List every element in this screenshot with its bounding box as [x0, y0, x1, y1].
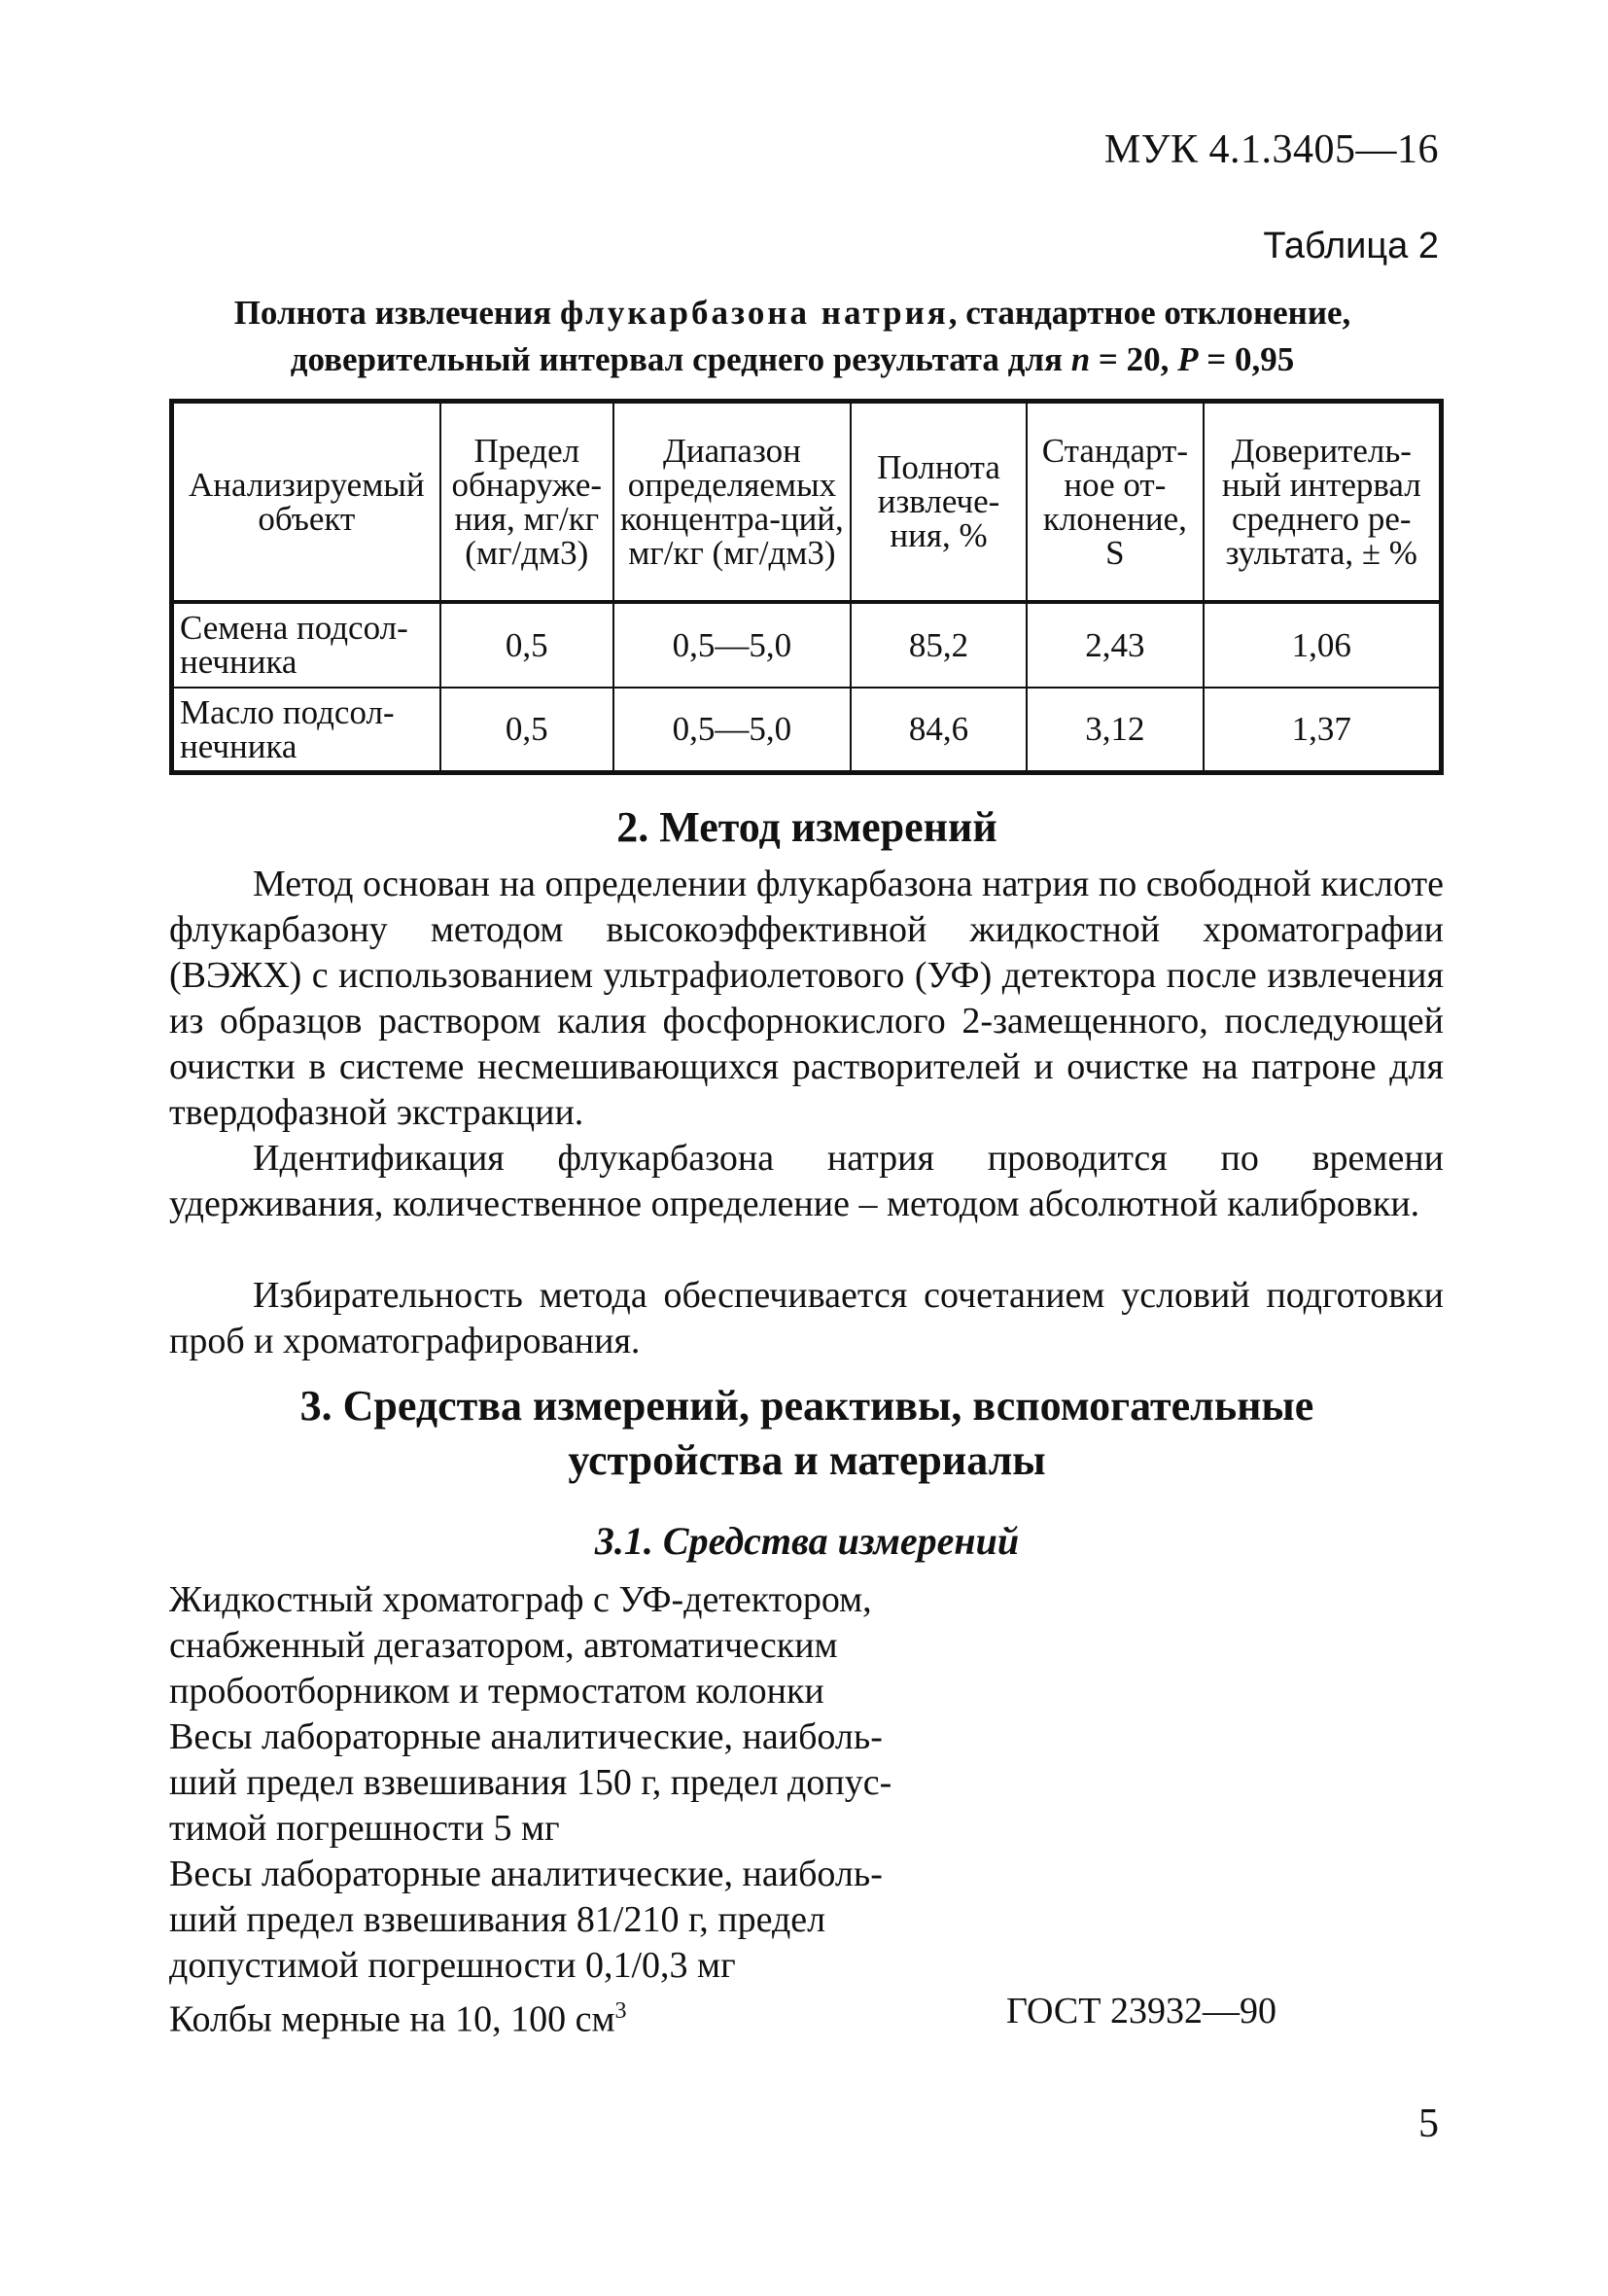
document-code: МУК 4.1.3405—16	[1103, 127, 1439, 172]
section-2-paragraph-3: Избирательность метода обеспечивается сочетанием условий подготовки проб и хроматографирования.	[169, 1275, 1444, 1361]
page-number: 5	[1418, 2102, 1439, 2146]
equipment-item-balance-2	[169, 1852, 986, 1989]
section-3-heading-line-1: 3. Средства измерений, реактивы, вспомогательные	[299, 1382, 1314, 1430]
equipment-item-balance-1	[169, 1714, 986, 1852]
item-line: снабженный дегазатором, автоматическим	[169, 1625, 838, 1666]
item-line: Весы лабораторные аналитические, наиболь-	[169, 1854, 883, 1894]
header-recovery: Полнота извлече-ния, %	[851, 402, 1027, 602]
table-header-row	[172, 402, 1442, 602]
cell-object: Семена подсол-нечника	[172, 602, 440, 688]
cell-range: 0,5—5,0	[613, 602, 851, 688]
section-2-paragraph-1: Метод основан на определении флукарбазона натрия по свободной кислоте флукарбазону методом высокоэффективной жидкостной хроматографии (ВЭЖХ) с использованием ультрафиолетового (УФ) детектора после извлечения из образцов раствором калия фосфорнокислого 2-замещенного, последующей очистки в системе несмешивающихся растворителей и очистке на патроне для твердофазной экстракции.	[169, 864, 1444, 1133]
section-2-heading: 2. Метод измерений	[616, 803, 997, 851]
table-row	[172, 602, 1442, 688]
cell-range: 0,5—5,0	[613, 688, 851, 773]
superscript: 3	[614, 1998, 627, 2024]
cell-confidence-interval: 1,06	[1204, 602, 1442, 688]
equipment-item-flasks-standard: ГОСТ 23932—90	[1006, 1991, 1276, 2031]
section-2-paragraph-2: Идентификация флукарбазона натрия проводится по времени удерживания, количественное определение – методом абсолютной калибровки.	[169, 1138, 1444, 1224]
item-line: Жидкостный хроматограф с УФ-детектором,	[169, 1579, 872, 1620]
item-line: ший предел взвешивания 150 г, предел допус-	[169, 1762, 892, 1803]
item-line: ший предел взвешивания 81/210 г, предел	[169, 1899, 826, 1940]
header-object: Анализируемый объект	[172, 402, 440, 602]
equipment-item-chromatograph	[169, 1577, 986, 1714]
section-3-1-subheading: 3.1. Средства измерений	[594, 1519, 1020, 1563]
header-detection-limit: Предел обнаруже-ния, мг/кг (мг/дм3)	[440, 402, 613, 602]
cell-detection-limit: 0,5	[440, 602, 613, 688]
item-line: Весы лабораторные аналитические, наиболь-	[169, 1716, 883, 1757]
section-3-heading-line-2: устройства и материалы	[568, 1436, 1046, 1484]
item-line: тимой погрешности 5 мг	[169, 1808, 560, 1849]
cell-detection-limit: 0,5	[440, 688, 613, 773]
results-table	[169, 399, 1444, 775]
table-caption-line-2: доверительный интервал среднего результата для n = 20, P = 0,95	[290, 340, 1295, 378]
table-label: Таблица 2	[1263, 226, 1439, 266]
equipment-item-flasks	[169, 1989, 986, 2043]
table-caption	[156, 290, 1429, 383]
header-std-deviation: Стандарт-ное от-клонение, S	[1027, 402, 1203, 602]
header-confidence-interval: Доверитель-ный интервал среднего ре-зультата, ± %	[1204, 402, 1442, 602]
item-line: допустимой погрешности 0,1/0,3 мг	[169, 1945, 736, 1986]
cell-recovery: 84,6	[851, 688, 1027, 773]
cell-recovery: 85,2	[851, 602, 1027, 688]
cell-confidence-interval: 1,37	[1204, 688, 1442, 773]
cell-std-deviation: 2,43	[1027, 602, 1203, 688]
item-text: Колбы мерные на 10, 100 см	[169, 1998, 615, 2040]
table-caption-line-1: Полнота извлечения флукарбазона натрия, стандартное отклонение,	[233, 294, 1351, 332]
cell-object: Масло подсол-нечника	[172, 688, 440, 773]
header-range: Диапазон определяемых концентра-ций, мг/кг (мг/дм3)	[613, 402, 851, 602]
table-row	[172, 688, 1442, 773]
cell-std-deviation: 3,12	[1027, 688, 1203, 773]
item-line: пробоотборником и термостатом колонки	[169, 1671, 824, 1712]
